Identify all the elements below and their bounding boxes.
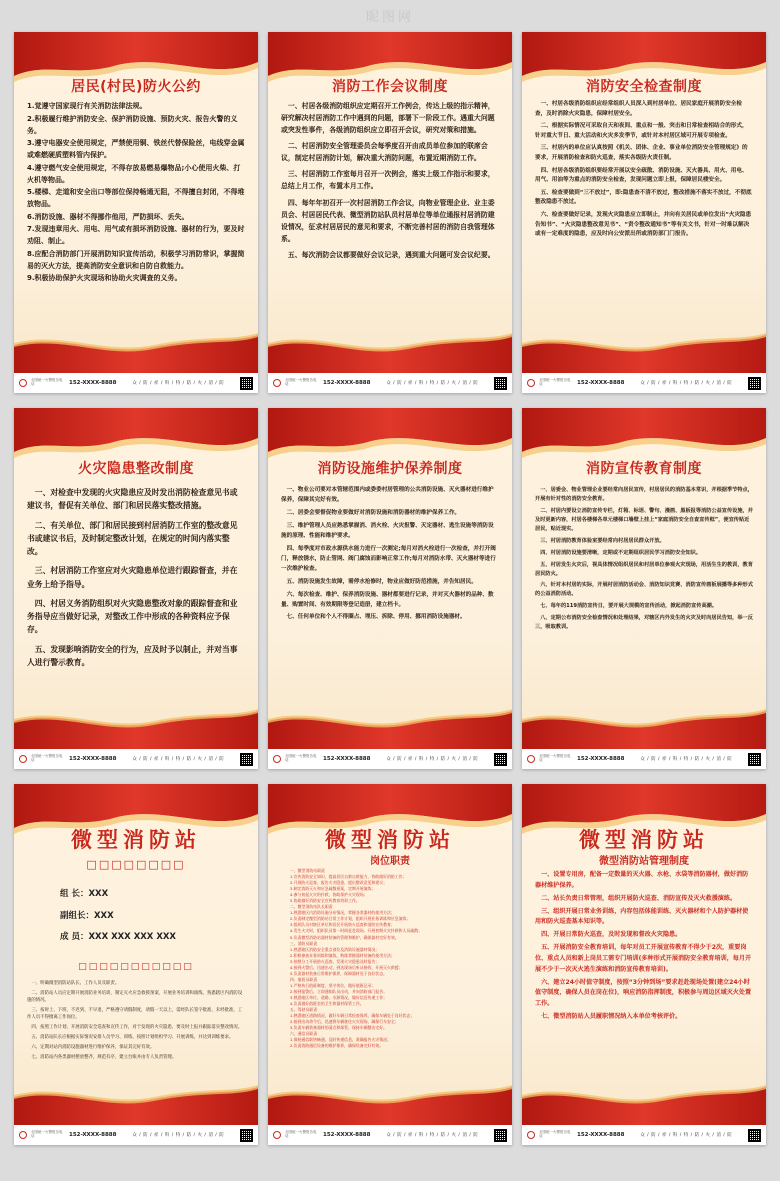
body-line: 二、有关单位、部门和居民接到村居消防工作室的整改意见书或建议书后，及时制定整改计划，在规定的时间内落实整改。	[27, 520, 238, 556]
body-line: 9.积极协助保护火灾现场和协助火灾调查的义务。	[27, 274, 182, 283]
blank-boxes: □□□□□□□□	[86, 858, 186, 871]
body-line: 2.接到报警后，立即通知队员出动，并向消防部门报告；	[289, 988, 387, 994]
footer-phone: 152-XXXX-8888	[69, 380, 117, 386]
body-line: 4.接到火警后，迅速出动，到达现场后听从指挥，开展灭火救援；	[289, 964, 403, 970]
body-line: 六、定期对站内消防设施器材进行维护保养，保证其完好有效。	[31, 1045, 155, 1051]
poster-title: 微型消防站	[325, 828, 455, 852]
body-line: 七、微型消防站人员履职情况纳入本单位考核评价。	[541, 1013, 682, 1021]
qr-code-icon	[748, 753, 761, 766]
footer-org: 全国统一火警报告电话	[31, 1130, 63, 1138]
qr-code-icon	[240, 753, 253, 766]
qr-code-icon	[748, 1129, 761, 1142]
body-line: 4.参与初起火灾的扑救，协助保护火灾现场；	[289, 892, 368, 898]
footer-org: 全国统一火警报告电话	[539, 754, 571, 762]
body-line: 5.协助做好消防安全宣传教育培训工作。	[289, 898, 360, 904]
poster-footer	[268, 373, 512, 393]
body-line: 五、消防设施发生故障，需停水抢修时，物业应做好防范措施，并告知居民。	[286, 578, 477, 585]
poster-body	[281, 100, 499, 265]
poster-footer	[14, 373, 258, 393]
footer-phone: 152-XXXX-8888	[577, 756, 625, 762]
members-list	[60, 884, 176, 949]
poster-footer	[14, 749, 258, 769]
body-line: 3.负责车辆装备器材的清点和保管，保持车辆整洁完好。	[289, 1025, 387, 1031]
poster-education-system	[522, 408, 766, 769]
body-line: 五、发现影响消防安全的行为，应及时予以制止，并对当事人进行警示教育。	[27, 644, 238, 667]
body-line: 五、每次消防会议都要做好会议记录，遇到重大问题可发会议纪要。	[287, 250, 495, 259]
body-line: 一、对检查中发现的火灾隐患应及时发出消防检查意见书或建议书，督促有关单位、部门和居民落实整改措施。	[27, 488, 238, 511]
body-line: 三、村居内的单位应认真按照《机关、团体、企业、事业单位消防安全管理规定》的要求，开展消防检查和防火巡查，落实各级防火责任制。	[535, 145, 748, 162]
body-line: 1.宣传消防安全知识，提高居民自救自救能力，协助做好消防工作；	[289, 874, 407, 880]
body-line: 一、居委会、物业管理企业要经常向居民宣传，村居居民的消防基本常识，并根据季节特点，开展有针对性的消防安全教育。	[535, 487, 753, 502]
body-line: 2.接到出动命令后，迅速将车辆驶往火灾现场，确保行车安全；	[289, 1019, 399, 1025]
bottom-ribbon-decoration	[268, 705, 512, 749]
body-line: 4.发生火灾时，组织队员第一时间赶赴现场，开展初期火灾扑救和人员疏散；	[289, 928, 422, 934]
footer-org: 全国统一火警报告电话	[539, 378, 571, 386]
body-line: 1.严格执行值班制度，坚守岗位，做好值班记录；	[289, 982, 376, 988]
footer-phone: 152-XXXX-8888	[323, 380, 371, 386]
footer-slogan: 众 / 防 / 祥 / 科 / 特 / 防 / 火 / 消 / 防	[132, 757, 225, 762]
body-line: 二、根据实际情况可采取自天和夜间、重点和一般、突击和日常检查相结合的形式，针对重大节日、重大活动和火灾多发季节，或针对本村居区域可开展专项检查。	[535, 123, 748, 139]
poster-subtitle: 岗位职责	[370, 856, 410, 867]
body-line: 2.负责制定微型消防站日常工作计划，组织开展业务训练和应急演练；	[289, 916, 411, 922]
body-line: 四、开展日常防火巡查，及时发现和督改火灾隐患。	[541, 931, 682, 939]
fire-emblem-icon	[273, 755, 281, 763]
body-line: 六、建立24小时值守制度，按照“3分钟到场”要求赶赴现场处置(建立24小时值守制度，确保人员在岗在位)，响应消防指挥制度，积极参与周边区域灭火处置工作。	[535, 978, 752, 1008]
body-line: 三、组织开展日常业务训练，内容包括体能训练、灭火器材和个人防护器材使用和防火巡查基本知识等。	[535, 907, 749, 926]
qr-code-icon	[494, 377, 507, 390]
footer-org: 全国统一火警报告电话	[31, 754, 63, 762]
footer-phone: 152-XXXX-8888	[323, 756, 371, 762]
poster-fire-convention	[14, 32, 258, 393]
footer-phone: 152-XXXX-8888	[69, 1132, 117, 1138]
body-line: 六、通信员职责	[289, 1031, 318, 1037]
footer-org: 全国统一火警报告电话	[539, 1130, 571, 1138]
poster-title: 微型消防站	[579, 828, 709, 852]
body-line: 2.积极履行维护消防安全、保护消防设施、预防火灾、报告火警的义务。	[27, 114, 238, 135]
poster-body	[286, 868, 494, 1049]
fire-emblem-icon	[19, 379, 27, 387]
poster-title: 消防工作会议制度	[332, 79, 448, 95]
fire-emblem-icon	[273, 379, 281, 387]
body-line: 二、站长负责日常管理，组织开展防火巡查、消防宣传及灭火救援演练。	[541, 894, 737, 902]
poster-footer	[522, 373, 766, 393]
body-line: 一、村居各级消防组织应定期召开工作例会，传达上级的指示精神，研究解决村居消防工作中遇到的问题，部署下一阶段工作。遇重大问题或突发性事件，各级消防组织应立即召开会议，研究对策和措施。	[281, 102, 495, 135]
body-line: 四、村居义务消防组织对火灾隐患整改对象的跟踪督查和业务指导应当做好记录，对整改工作中形成的各种资料应予保存。	[27, 598, 238, 635]
body-line: 1.保持通信联络畅通，及时传递信息，准确报告火灾情况；	[289, 1037, 391, 1043]
body-line: 4.负责做好值班室的卫生和器材保管工作。	[289, 1001, 364, 1007]
body-line: 2.开展防火巡查，报告火灾隐患，提出整改意见和建议；	[289, 880, 387, 886]
poster-footer	[522, 749, 766, 769]
footer-org: 全国统一火警报告电话	[31, 378, 63, 386]
footer-phone: 152-XXXX-8888	[577, 380, 625, 386]
footer-slogan: 众 / 防 / 祥 / 科 / 特 / 防 / 火 / 消 / 防	[386, 1133, 479, 1138]
footer-slogan: 众 / 防 / 祥 / 科 / 特 / 防 / 火 / 消 / 防	[640, 381, 733, 386]
footer-slogan: 众 / 防 / 祥 / 科 / 特 / 防 / 火 / 消 / 防	[132, 1133, 225, 1138]
poster-body	[535, 486, 753, 635]
body-line: 四、按照工作计划，开展消防安全巡查和宣传工作，对于发现的火灾隐患，要及时上报并跟踪落实整改情况。	[31, 1025, 243, 1031]
body-line: 六、检查要做好记录，发现火灾隐患应立即制止，并向有关居民或单位发出“火灾隐患告知书”、“火灾隐患整改意见书”、“责令整改通知书”等有关文书，针对一时难以解决或有一定难度的隐患，应及时向公安派出所或消防部门门报告。	[535, 212, 752, 238]
bottom-ribbon-decoration	[14, 1081, 258, 1125]
poster-inspection-system	[522, 32, 766, 393]
qr-code-icon	[240, 1129, 253, 1142]
member-line: 副组长：XXX	[60, 910, 114, 921]
footer-slogan: 众 / 防 / 祥 / 科 / 特 / 防 / 火 / 消 / 防	[132, 381, 225, 386]
body-line: 1.熟悉辖区道路情况，做好车辆日常检查保养，确保车辆处于良好状态；	[289, 1013, 415, 1019]
body-line: 3.遵守电器安全使用规定，严禁使用铜、铁丝代替保险丝，电线穿金属或难燃硬质塑料管内保护。	[27, 139, 245, 160]
body-line: 1.觉遵守国家现行有关消防法律法规。	[27, 102, 147, 110]
body-line: 二、居委会要督促物业要做好对消防设施和消防器材的维护保养工作。	[286, 509, 461, 516]
body-line: 一、明确微型消防站队长、工作人员及职责。	[31, 981, 120, 986]
bottom-ribbon-decoration	[522, 1081, 766, 1125]
body-line: 三、消防员职责	[289, 940, 318, 946]
body-line: 三、维护管理人员应熟悉掌握消、消火栓、火灾报警、灭定器材、逃生设施等消防设施的原理、性能和维护要求。	[281, 522, 494, 539]
footer-slogan: 众 / 防 / 祥 / 科 / 特 / 防 / 火 / 消 / 防	[386, 757, 479, 762]
body-line: 五、驾驶员职责	[289, 1007, 318, 1013]
footer-org: 全国统一火警报告电话	[285, 1130, 317, 1138]
body-line: 三、村居消防工作室每月召开一次例会，落实上级工作指示和要求，总结上月工作，布置本月工作。	[281, 170, 495, 191]
footer-slogan: 众 / 防 / 祥 / 科 / 特 / 防 / 火 / 消 / 防	[386, 381, 479, 386]
body-line: 1.熟悉辖区内消防设施分布情况，掌握各类器材的使用方法；	[289, 910, 395, 916]
poster-title: 消防安全检查制度	[586, 79, 702, 95]
body-line: 1.熟悉辖区消防安全重点部位及消防设施器材情况；	[289, 946, 380, 952]
body-line: 六、每次检查、维护、保养消防设施、器材都要进行记录，并对灭火器材的品种、数量、购置时间、有效期限等登记造册，建立档卡。	[281, 591, 494, 608]
bottom-ribbon-decoration	[268, 1081, 512, 1125]
poster-micro-station-members	[14, 784, 258, 1145]
poster-hazard-rectification	[14, 408, 258, 769]
body-line: 三、按时上、下班，不迟到、不早退，严格遵守请假制度，请假一天以上，需经队长签字批准，未经批准，工作人员不得擅离工作岗位。	[27, 1008, 243, 1021]
body-line: 一、物业公司要对本管辖范围内或委委村居管理的公共消防设施、灭火器材进行维护保养，保障其完好有效。	[281, 487, 494, 503]
body-line: 七、消防站内各类器材摆放整齐，规范有序，建立台账并由专人负责管理。	[31, 1055, 177, 1061]
poster-title: 消防设施维护保养制度	[317, 461, 463, 477]
body-line: 5.负责微型消防站器材装备的管理和维护，确保器材完好有效。	[289, 934, 399, 940]
poster-body	[27, 486, 245, 675]
body-line: 二、村居消防安全管理委员会每季度召开由成员单位参加的联席会议，制定村居消防计划，解决重大消防问题，布置近期消防工作。	[281, 142, 488, 163]
poster-body	[535, 100, 753, 243]
poster-body	[27, 100, 245, 285]
qr-code-icon	[748, 377, 761, 390]
body-line: 五、检查要做到“三不放过”，即:隐患查不清不放过，整改措施不落实不放过，不彻底整改隐患不放过。	[535, 189, 752, 206]
bottom-ribbon-decoration	[14, 329, 258, 373]
body-line: 3.制定消防灭火和应急疏散预案，定期开展演练；	[289, 886, 376, 892]
qr-code-icon	[494, 753, 507, 766]
fire-emblem-icon	[527, 755, 535, 763]
poster-maintenance-system	[268, 408, 512, 769]
body-line: 5.负责器材装备日常维护保养，保障器材处于良好状态。	[289, 970, 387, 976]
body-line: 3.组织队员对辖区单位和居民开展防火巡查和消防宣传教育；	[289, 922, 395, 928]
bottom-ribbon-decoration	[522, 329, 766, 373]
qr-code-icon	[494, 1129, 507, 1142]
poster-body	[535, 870, 753, 1025]
body-line: 二、村居内要设立消防宣传专栏，灯箱、标语、警句、漫画、黑板报等消防公益宣传设施，并及时更新内容，村居各楼梯各单元楼梯口墙壁上挂上“家庭消防安全自查宣传框”，便宜传贴近居民，贴近现实。	[535, 507, 753, 532]
body-line: 四、值班员职责	[289, 976, 318, 982]
member-line: 组 长：XXX	[60, 889, 109, 899]
body-line: 五、消防站队长应根据实际情况安排人员学习、训练，按照计划组织学习、开展训练，并达到训练要求。	[31, 1035, 234, 1041]
body-line: 2.负责消防通信设备的维护保养，确保设备完好有效。	[289, 1043, 384, 1049]
body-line: 3.按照分工开展防火巡查，发现火灾隐患及时报告；	[289, 958, 380, 964]
footer-phone: 152-XXXX-8888	[323, 1132, 371, 1138]
poster-footer	[522, 1125, 766, 1145]
poster-meeting-system	[268, 32, 512, 393]
poster-subtitle: 微型消防站管理制度	[599, 856, 689, 867]
body-line: 三、村居消防教育体验室要经常向村居居民群众开放。	[540, 537, 665, 544]
body-line: 4.遵守燃气安全使用规定，不得存放易燃易爆物品;小心使用火柴、打火机等物品。	[27, 163, 241, 184]
body-line: 6.消防设施、器材不得挪作他用，严防损坏、丢失。	[27, 212, 189, 221]
fire-emblem-icon	[527, 379, 535, 387]
fire-emblem-icon	[19, 1131, 27, 1139]
member-line: 成 员：XXX XXX XXX XXX	[60, 932, 176, 943]
poster-micro-station-management	[522, 784, 766, 1145]
fire-emblem-icon	[19, 755, 27, 763]
body-line: 八、定期公布消防安全检查情况和处理结果，对辖区内外发生的火灾及时向居民告知，举一反三，吸取教训。	[535, 615, 753, 631]
body-line: 四、村居消防设施要清晰，定期或不定期组织居民学习消防安全知识。	[540, 549, 702, 556]
bottom-ribbon-decoration	[268, 329, 512, 373]
body-line: 一、设置专用房，配备一定数量的灭火器、水枪、水袋等消防器材，做好消防器材维护保养。	[535, 871, 749, 889]
fire-emblem-icon	[527, 1131, 535, 1139]
fire-emblem-icon	[273, 1131, 281, 1139]
body-line: 一、村居各级消防组织应经常组织人员深入到村居单位、居民家庭开展消防安全检查，及时消除火灾隐患，保障村居安全。	[535, 101, 742, 117]
poster-title: 微型消防站	[71, 828, 201, 852]
poster-title: 火灾隐患整改制度	[78, 461, 194, 477]
poster-title: 居民(村民)防火公约	[71, 79, 201, 95]
footer-slogan: 众 / 防 / 祥 / 科 / 特 / 防 / 火 / 消 / 防	[640, 1133, 733, 1138]
body-line: 8.应配合消防部门开展消防知识宣传活动，积极学习消防常识，掌握简易的灭火方法，提高消防安全意识和自防自救能力。	[27, 249, 245, 270]
qr-code-icon	[240, 377, 253, 390]
body-line: 二、消防站人员应定期开展消防业务培训，制定灭火应急救援预案，开展业务培训和演练，熟悉辖区内消防设施的情况。	[27, 991, 243, 1004]
poster-footer	[268, 749, 512, 769]
body-line: 四、每季度对市政水源供水能力进行一次测定;每月对消火栓进行一次检查，并打开阀门，释放锈水，防止管网、阀门腐蚀而影响正常工作;每月对消防水带、灭火器材等进行一次维护检查。	[281, 545, 496, 572]
body-line: 5.楼梯、走道和安全出口等部位保持畅通无阻，不得擅自封闭，不得堆放物品。	[27, 188, 245, 209]
footer-phone: 152-XXXX-8888	[69, 756, 117, 762]
poster-body	[281, 486, 499, 626]
footer-org: 全国统一火警报告电话	[285, 378, 317, 386]
body-line: 五、村居发生火灾后，视具体情况组织居民和村居单位参观火灾现场，用活生生的教训，教育居民防火。	[535, 561, 753, 577]
footer-org: 全国统一火警报告电话	[285, 754, 317, 762]
body-line: 六、针对本村居的实际，开展村居消防活动会、消防知识竞赛、消防宣传画板展播等多种形式的公益消防活动。	[535, 582, 753, 598]
body-line: 四、每年年初召开一次村居消防工作会议，向物业管理企业、业主委员会、村居居民代表、微型消防站队员村居单位等单位通报村居消防建设情况，征求村居居民的意见和要求，不断完善村居的消防自我管理体系。	[281, 198, 495, 243]
footer-phone: 152-XXXX-8888	[577, 1132, 625, 1138]
poster-body	[27, 980, 245, 1064]
body-line: 一、微型消防站职责	[289, 868, 325, 873]
poster-title: 消防宣传教育制度	[586, 461, 702, 477]
bottom-ribbon-decoration	[14, 705, 258, 749]
body-line: 2.积极参加业务训练和演练，熟练掌握器材装备的使用方法；	[289, 952, 395, 958]
poster-footer	[268, 1125, 512, 1145]
body-line: 三、村居消防工作室应对火灾隐患单位进行跟踪督查，并在业务上给予指导。	[27, 566, 238, 589]
body-line: 7.发现违章用火、用电、用气或有损坏消防设施、器材的行为，要及时劝阻、制止。	[27, 225, 245, 246]
bottom-ribbon-decoration	[522, 705, 766, 749]
body-line: 七、每年的119消防宣传日，要开展大规模的宣传活动，掀起消防宣传高潮。	[540, 603, 718, 610]
watermark: 昵图网	[365, 10, 414, 25]
blank-boxes: □□□□□□□□□□□	[78, 962, 194, 972]
footer-slogan: 众 / 防 / 祥 / 科 / 特 / 防 / 火 / 消 / 防	[640, 757, 733, 762]
body-line: 四、村居各级消防组织要经常开展以安全疏散、消防设施、灭火器具、用火、用电、用气、用油等为重点的消防安全检查，发现问题立即上报，保障居民楼安全。	[535, 167, 748, 184]
body-line: 五、开展消防安全教育培训，每年对员工开展宣传教育不得少于2次，重要岗位、重点人员和新上岗员工需专门培训(多种形式开展消防安全教育培训，每月开展不少于一次灭火逃生演练和消防宣传教育培训)。	[535, 944, 752, 973]
body-line: 七、任何单位和个人不得圈占、埋压、拆除、停用、挪用消防设施器材。	[286, 614, 466, 621]
body-line: 3.熟悉辖区单位、道路、水源情况，做好信息传递工作；	[289, 994, 387, 1000]
body-line: 二、微型消防站队长职责	[289, 904, 333, 910]
poster-micro-station-duties	[268, 784, 512, 1145]
poster-footer	[14, 1125, 258, 1145]
